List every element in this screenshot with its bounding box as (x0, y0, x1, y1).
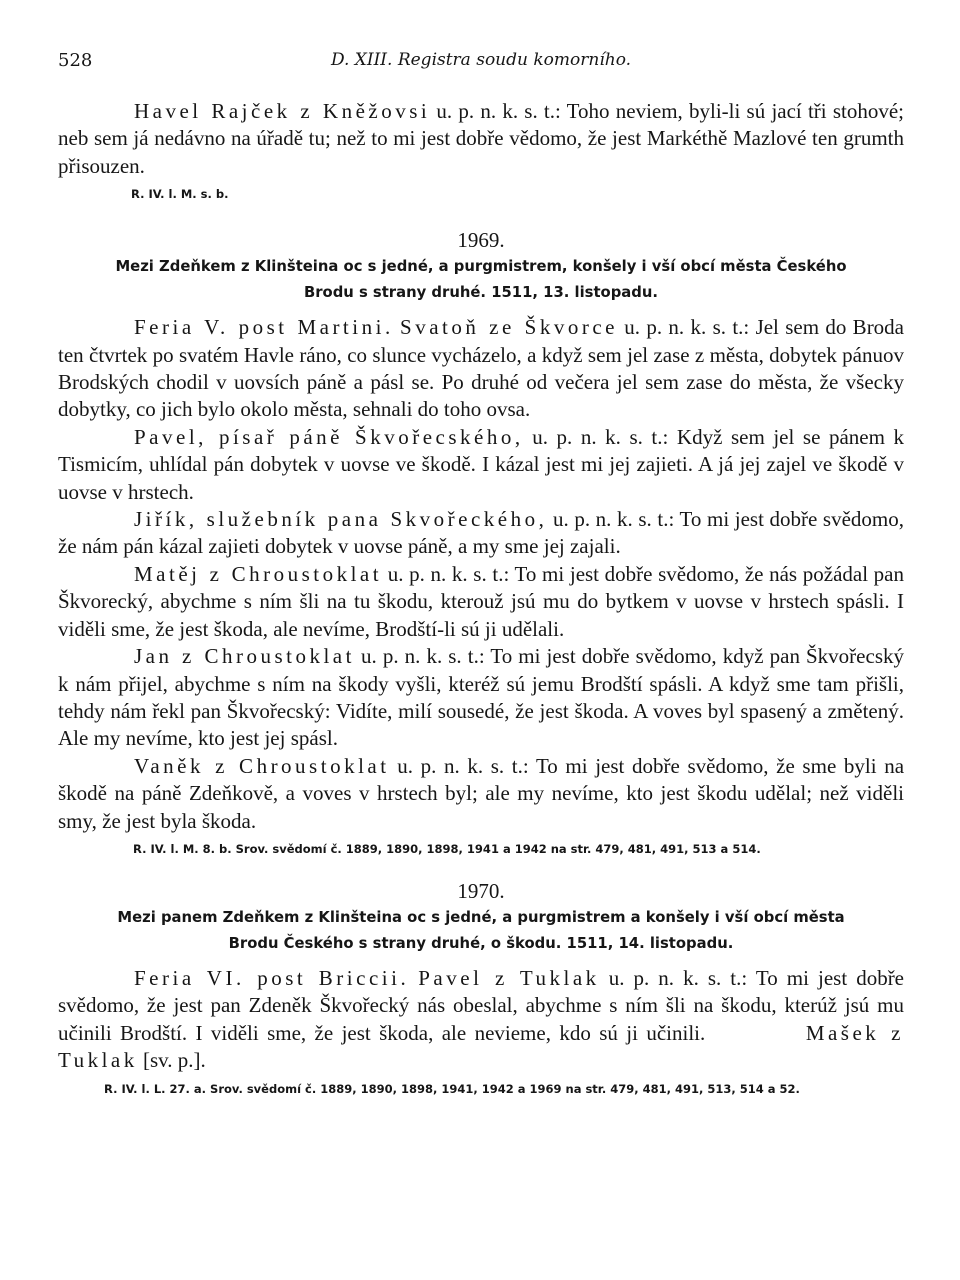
oath-formula: u. p. n. k. s. t.: (430, 99, 567, 123)
witness-name: Svatoň ze Škvorce (400, 315, 618, 340)
date-phrase: Feria V. post Martini. (134, 315, 394, 340)
source-reference: R. IV. l. L. 27. a. Srov. svědomí č. 1889, 1890, 1898, 1941, 1942 a 1969 na str. 479, 481, 491, 513, 514 a 52. (104, 1081, 800, 1096)
witness-name: Jan z Chroustoklat (134, 644, 355, 669)
co-witness-name: Mašek z Tuklak (58, 1020, 904, 1073)
regest-line: Brodu s strany druhé. 1511, 13. listopadu. (303, 284, 659, 302)
testimony-text: To mi jest dobře svědomo, že sme byli na škodě na páně Zdeňkově, a voves v hrstech byl; ale my nevíme, kto jest škodu udělal; než viděli smy, že jest byla škoda. (58, 753, 905, 833)
regest-line: Mezi Zdeňkem z Klinšteina oc s jedné, a purgmistrem, konšely i vší obcí města Českého (115, 258, 847, 276)
oath-formula: u. p. n. k. s. t.: (599, 965, 756, 990)
witness-name: Jiřík, služebník pana Skvořeckého, (134, 507, 548, 532)
witness-name: Vaněk z Chroustoklat (134, 753, 390, 778)
testimony-paragraph (58, 561, 904, 643)
witness-name: Pavel z Tuklak (418, 965, 600, 990)
document-number: 1970. (457, 878, 505, 903)
testimony-paragraph (58, 643, 904, 753)
oath-formula: u. p. n. k. s. t.: (354, 644, 491, 669)
regest-line: Mezi panem Zdeňkem z Klinšteina oc s jedné, a purgmistrem a konšely i vší obcí města (117, 908, 845, 926)
page-header (58, 50, 904, 74)
source-reference: R. IV. l. M. 8. b. Srov. svědomí č. 1889, 1890, 1898, 1941 a 1942 na str. 479, 481, 491, 513 a 514. (133, 841, 761, 856)
testimony-text: To mi jest dobře svědomo, když pan Škvořecský k nám přijel, abychme s ním na škody vyšli, kteréž sú jemu Brodští spásli. A když sme tam přišli, tehdy nám řekl pan Škvořecský: Vidíte, milí sousedé, že jest škoda. A voves byl spasený a změtený. Ale my nevíme, kto jest jej spásl. (58, 644, 904, 751)
testimony-paragraph (58, 424, 904, 506)
witness-name: Havel Rajček z Kněžovsi (134, 99, 431, 123)
testimony-paragraph (58, 98, 904, 180)
document-number: 1969. (457, 228, 505, 253)
oath-formula: u. p. n. k. s. t.: (547, 507, 680, 532)
testimony-text: To mi jest dobře svědomo, že nás požádal pan Škvorecký, abychme s ním šli na tu škodu, kterouž jsú mu do bytkem v uovse v hrstech spásli. I viděli sme, že jest škoda, ale nevíme, Brodští-li sú ji udělali. (58, 561, 905, 641)
oath-formula: u. p. n. k. s. t.: (523, 424, 677, 449)
running-head: D. XIII. Registra soudu komorního. (330, 50, 632, 70)
oath-formula: u. p. n. k. s. t.: (382, 561, 515, 586)
oath-formula: u. p. n. k. s. t.: (617, 315, 756, 340)
page-number: 528 (58, 50, 93, 71)
testimony-paragraph (58, 506, 904, 561)
testimony-paragraph (58, 314, 904, 424)
testimony-paragraph (58, 965, 904, 1075)
witness-name: Matěj z Chroustoklat (134, 561, 383, 586)
source-reference: R. IV. l. M. s. b. (131, 187, 229, 202)
co-witness-note: [sv. p.]. (137, 1048, 206, 1073)
page-body (58, 98, 904, 1097)
oath-formula: u. p. n. k. s. t.: (389, 753, 536, 778)
witness-name: Pavel, písař páně Škvořecského, (134, 424, 524, 449)
testimony-text: Když sem jel se pánem k Tismicím, uhlídal pán dobytek v uovse ve škodě. I kázal jest mi jej zajieti. A já jej zajel ve škodě v uovse v hrstech. (58, 424, 904, 504)
testimony-text: Toho neviem, byli-li sú jací tři stohové; neb sem já nedávno na úřadě tu; než to mi jest dobře vědomo, že jest Markéthě Mazlové ten grumth přisouzen. (58, 99, 904, 178)
date-phrase: Feria VI. post Briccii. (134, 965, 410, 990)
regest-line: Brodu Českého s strany druhé, o škodu. 1511, 14. listopadu. (228, 934, 734, 952)
testimony-text: To mi jest dobře svědomo, že jest pan Zdeněk Škvořecký nás obeslal, abychme s ním šli na škodu, kterúž jsú mu učinili Brodští. I viděli sme, že jest škoda, ale nevieme, kdo sú ji učinili. (58, 965, 905, 1045)
testimony-paragraph (58, 753, 904, 835)
testimony-text: To mi jest dobře svědomo, že nám pán kázal zajieti dobytek v uovse páně, a my sme jej zajali. (58, 507, 904, 559)
testimony-text: Jel sem do Broda ten čtvrtek po svatém Havle ráno, co slunce vycházelo, a když sem jel zase z města, dobytek pánuov Brodských chodil v uovsích páně a pásl se. Po druhé od večera jel sem zase do města, že všecky dobytky, co jich bylo okolo města, sehnali do toho ovsa. (58, 315, 905, 422)
